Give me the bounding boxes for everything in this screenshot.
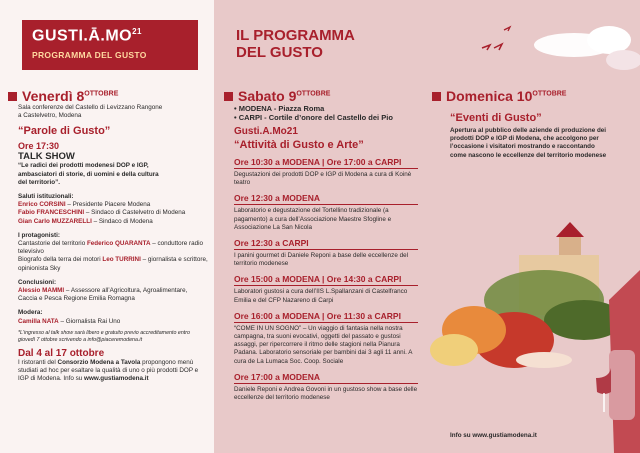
event-time: Ore 17:00 a MODENA	[234, 372, 418, 384]
event-time: Ore 12:30 a MODENA	[234, 193, 418, 205]
saturday-section	[224, 88, 418, 402]
protagonist-item: Cantastorie del territorio Federico QUARANTA – conduttore radio televisivo	[18, 240, 204, 256]
sunday-info[interactable]: Info su www.gustiamodena.it	[450, 432, 537, 439]
sunday-heading: Domenica $10^{OTTOBRE}$	[432, 88, 628, 104]
location-modena: • MODENA - Piazza Roma	[234, 104, 325, 113]
square-bullet-icon	[8, 92, 17, 101]
square-bullet-icon	[224, 92, 233, 101]
conclusions-label: Conclusioni:	[18, 278, 57, 286]
period-title: Dal 4 al 17 ottobre	[18, 347, 105, 359]
greeting-item: Enrico CORSINI – Presidente Piacere Modena	[18, 201, 151, 209]
moderator-item: Camilla NATA – Giornalista Rai Uno	[18, 317, 121, 325]
event-time: Ore 10:30 a MODENA | Ore 17:00 a CARPI	[234, 157, 418, 169]
friday-event-title: “Parole di Gusto”	[18, 125, 111, 138]
gustiamodena-link[interactable]: www.gustiamodena.it	[84, 375, 149, 383]
event-time: Ore 16:00 a MODENA | Ore 11:30 a CARPI	[234, 311, 418, 323]
event-text: “COME IN UN SOGNO” – Un viaggio di fantasia nella nostra campagna, tra suoni evocativi, oggetti del passato e gustosi assaggi, per ripercorrere il ritmo delle stagioni nella Pianura Padana. Laboratorio sensoriale per bambini dai 3 agli 11 anni. A cura de La Lumaca Soc. Coop. Sociale	[234, 324, 413, 365]
saturday-brand: Gusti.A.Mo21	[234, 126, 298, 137]
friday-quote-2: ambasciatori di storie, di uomini e della cultura	[18, 170, 159, 178]
saturday-event	[234, 193, 418, 232]
protagonists-label: I protagonisti:	[18, 231, 60, 239]
event-text: Daniele Reponi e Andrea Govoni in un gustoso show a base delle eccellenze del territorio modenese	[234, 385, 418, 402]
main-title: IL PROGRAMMA DEL GUSTO	[236, 27, 355, 61]
friday-quote: “Le radici dei prodotti modenesi DOP e IGP,	[18, 162, 149, 170]
event-text: Laboratori gustosi a cura dell’IIS L.Spallanzani di Castelfranco Emilia e del CFP Nazareno di Carpi	[234, 288, 408, 304]
friday-heading: Venerdì $8^{OTTOBRE}$	[8, 88, 208, 104]
saturday-event	[234, 372, 418, 402]
saturday-event	[234, 311, 418, 366]
greeting-item: Fabio FRANCESCHINI – Sindaco di Castelvetro di Modena	[18, 209, 186, 217]
friday-quote-3: del territorio”.	[18, 178, 60, 186]
saturday-heading: Sabato $9^{OTTOBRE}$	[224, 88, 418, 104]
sunday-text: Apertura al pubblico delle aziende di produzione dei prodotti DOP e IGP di Modena, che accolgono per l’occasione i visitatori mostrando e raccontando come nascono le eccellenze del territorio modenese	[450, 127, 607, 159]
event-text: Laboratorio e degustazione del Tortellino tradizionale (a pagamento) a cura dell’Associazione Maestre Sfogline e Associazione La San Nicola	[234, 207, 392, 231]
friday-venue: Sala conferenze del Castello di Levizzano Rangone	[18, 104, 163, 111]
square-bullet-icon	[432, 92, 441, 101]
friday-time: Ore 17:30	[18, 141, 60, 152]
friday-note: *L’ingresso al talk show sarà libero e gratuito previo accreditamento entro giovedì 7 ottobre scrivendo a info@piaceremodena.it	[18, 329, 190, 343]
friday-venue-2: a Castelvetro, Modena	[18, 112, 82, 120]
saturday-event-title: “Attività di Gusto e Arte”	[234, 139, 364, 151]
saturday-event	[234, 157, 418, 187]
greeting-item: Gian Carlo MUZZARELLI – Sindaco di Modena	[18, 217, 153, 225]
event-time: Ore 12:30 a CARPI	[234, 238, 418, 250]
location-carpi: • CARPI - Cortile d’onore del Castello dei Pio	[234, 113, 393, 122]
conclusions-item: Alessio MAMMI – Assessore all’Agricoltura, Agroalimentare, Caccia e Pesca Regione Emilia Romagna	[18, 287, 188, 303]
moderator-label: Modera:	[18, 309, 43, 317]
event-text: Degustazioni dei prodotti DOP e IGP di Modena a cura di Koinè teatro	[234, 171, 412, 187]
friday-section	[8, 88, 208, 383]
event-time: Ore 15:00 a MODENA | Ore 14:30 a CARPI	[234, 274, 418, 286]
header-logo-box	[22, 20, 198, 70]
friday-type: TALK SHOW	[18, 151, 75, 163]
greetings-label: Saluti istituzionali:	[18, 193, 74, 201]
logo: GUSTI.Ā.MO$^{21}$	[32, 27, 143, 45]
header-subtitle: PROGRAMMA DEL GUSTO	[32, 50, 147, 61]
protagonist-item: Biografo della terra dei motori Leo TURRINI – giornalista e scrittore, opinionista Sky	[18, 256, 208, 272]
saturday-event	[234, 238, 418, 268]
period-text: I ristoranti del Consorzio Modena a Tavola propongono menù studiati ad hoc per esaltare la qualità di uno o più prodotti DOP e IGP di Modena. Info su www.gustiamodena.it	[18, 358, 199, 383]
sunday-section	[432, 88, 628, 160]
event-text: I panini gourmet di Daniele Reponi a base delle eccellenze del territorio modenese	[234, 252, 408, 268]
saturday-event	[234, 274, 418, 304]
sunday-event-title: “Eventi di Gusto”	[450, 112, 542, 124]
